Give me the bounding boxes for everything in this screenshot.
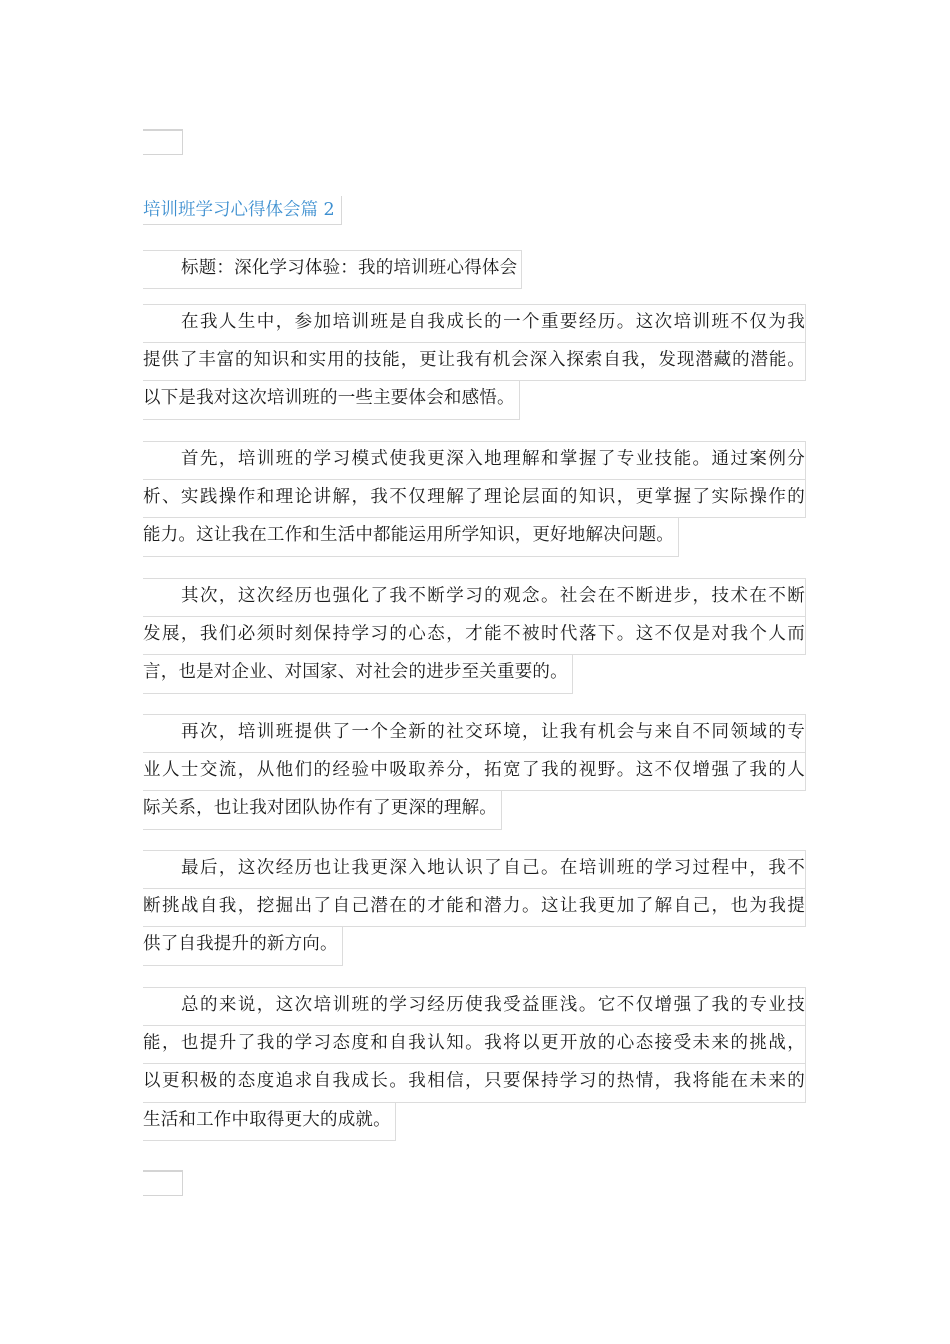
paragraph-line: 其次，这次经历也强化了我不断学习的观念。社会在不断进步，技术在不断 (143, 578, 806, 617)
empty-text-box (143, 129, 183, 155)
paragraph-line: 析、实践操作和理论讲解，我不仅理解了理论层面的知识，更掌握了实际操作的 (143, 480, 806, 519)
paragraph-line: 生活和工作中取得更大的成就。 (143, 1103, 396, 1142)
paragraph-line: 再次，培训班提供了一个全新的社交环境，让我有机会与来自不同领域的专 (143, 714, 806, 753)
paragraph-3 (143, 578, 806, 699)
paragraph-line: 断挑战自我，挖掘出了自己潜在的才能和潜力。这让我更加了解自己，也为我提 (143, 889, 806, 928)
title-line: 标题：深化学习体验：我的培训班心得体会 (143, 250, 522, 289)
paragraph-2 (143, 441, 806, 562)
paragraph-line: 言，也是对企业、对国家、对社会的进步至关重要的。 (143, 655, 573, 694)
paragraph-line: 在我人生中，参加培训班是自我成长的一个重要经历。这次培训班不仅为我 (143, 304, 806, 343)
paragraph-line: 以更积极的态度追求自我成长。我相信，只要保持学习的热情，我将能在未来的 (143, 1064, 806, 1103)
paragraph-line: 总的来说，这次培训班的学习经历使我受益匪浅。它不仅增强了我的专业技 (143, 987, 806, 1026)
paragraph-line: 能，也提升了我的学习态度和自我认知。我将以更开放的心态接受未来的挑战， (143, 1026, 806, 1065)
paragraph-line: 首先，培训班的学习模式使我更深入地理解和掌握了专业技能。通过案例分 (143, 441, 806, 480)
paragraph-line: 发展，我们必须时刻保持学习的心态，才能不被时代落下。这不仅是对我个人而 (143, 617, 806, 656)
paragraph-line: 最后，这次经历也让我更深入地认识了自己。在培训班的学习过程中，我不 (143, 850, 806, 889)
paragraph-1 (143, 304, 806, 425)
empty-text-box (143, 1170, 183, 1196)
paragraph-5 (143, 850, 806, 971)
paragraph-6 (143, 987, 806, 1146)
paragraph-line: 提供了丰富的知识和实用的技能，更让我有机会深入探索自我，发现潜藏的潜能。 (143, 343, 806, 382)
section-heading: 培训班学习心得体会篇 2 (143, 196, 342, 225)
paragraph-line: 供了自我提升的新方向。 (143, 927, 343, 966)
paragraph-line: 能力。这让我在工作和生活中都能运用所学知识，更好地解决问题。 (143, 518, 679, 557)
title-paragraph (143, 250, 806, 294)
paragraph-line: 业人士交流，从他们的经验中吸取养分，拓宽了我的视野。这不仅增强了我的人 (143, 753, 806, 792)
paragraph-line: 以下是我对这次培训班的一些主要体会和感悟。 (143, 381, 520, 420)
paragraph-line: 际关系，也让我对团队协作有了更深的理解。 (143, 791, 502, 830)
paragraph-4 (143, 714, 806, 835)
